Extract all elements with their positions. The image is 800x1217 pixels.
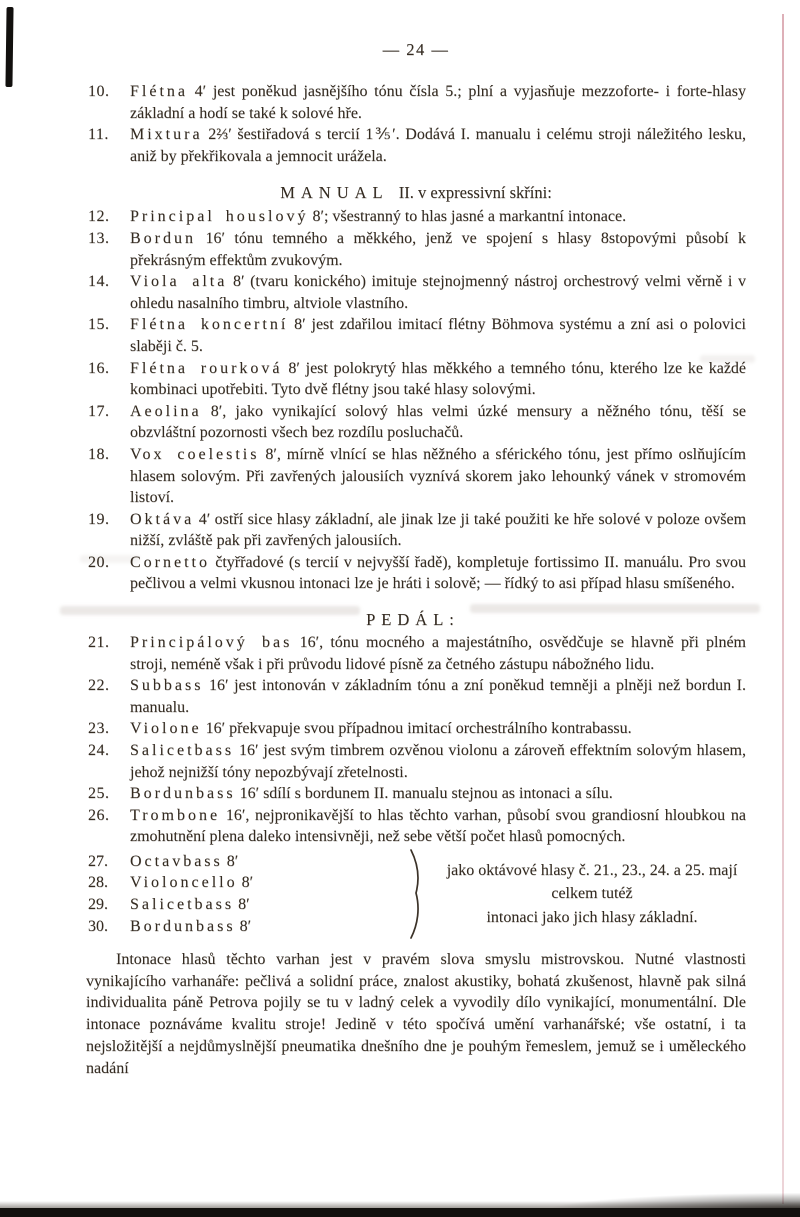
scan-edge-mark	[5, 7, 13, 87]
list-item-22	[86, 675, 746, 718]
item-number: 11.	[88, 126, 109, 144]
pedal-octave-group	[86, 848, 746, 940]
item-text: 8′ jest zdařilou imitací flétny Böhmova systému a zní asi o polovici slaběji č. 5.	[130, 316, 746, 355]
item-text: čtyřřadové (s tercií v nejvyšší řadě), kompletuje fortissimo II. manuálu. Pro svou pečlivou a velmi vkusnou intonaci lze je hráti i solově; — řídký to asi případ hlasu smíšeného.	[130, 553, 746, 593]
list-item-23	[86, 718, 746, 740]
stop-name: Principal houslový	[130, 208, 309, 226]
item-number: 16.	[88, 359, 110, 377]
heading-spaced: PEDÁL:	[366, 610, 460, 630]
item-number: 12.	[88, 208, 110, 226]
item-text: 4′ jest poněkud jasnějšího tónu čísla 5.; plní a vyjasňuje mezzoforte- i forte-hlasy základní a hodí se také k solové hře.	[130, 83, 747, 122]
stop-name: Aeolina	[130, 402, 202, 420]
item-number: 30.	[88, 917, 108, 935]
item-text: 16′ překvapuje svou případnou imitací orchestrálního kontrabassu.	[205, 720, 632, 738]
list-item-28	[86, 872, 408, 894]
stop-name: Mixtura	[130, 126, 203, 144]
item-number: 20.	[88, 553, 110, 571]
stop-name: Bordun	[130, 229, 196, 247]
stop-name: Oktáva	[130, 510, 195, 528]
list-item-29	[86, 894, 408, 916]
item-text: 8′, mírně vlnící se hlas něžného a sférického tónu, jest přímo oslňujícím hlasem solovým. Při zavřených jalousiích vyznívá skorem jako lehounký vánek v stromovém listoví.	[130, 445, 746, 507]
group-note-line1: jako oktávové hlasy č. 21., 23., 24. a 25. mají celkem tutéž	[446, 861, 738, 903]
list-item-17	[86, 401, 746, 444]
page-number: — 24 —	[382, 40, 450, 59]
list-item-20	[86, 552, 746, 595]
stop-name: Octavbass	[130, 852, 223, 870]
item-number: 26.	[88, 806, 110, 824]
stop-pitch: 8′	[239, 917, 252, 935]
list-item-18	[86, 444, 746, 509]
page-content	[86, 40, 746, 1079]
section-heading-manual2	[86, 183, 746, 203]
heading-rest: II. v expressivní skříni:	[398, 183, 552, 203]
list-item-30	[86, 916, 408, 938]
item-number: 15.	[88, 316, 110, 334]
stop-pitch: 8′	[241, 874, 254, 892]
group-note	[428, 859, 746, 930]
group-stop-list	[86, 851, 408, 938]
item-text: 16′, nejpronikavější to hlas těchto varhan, působí svou grandiosní hloubkou na zmohutnění plena daleko intensivněji, než sebe větší počet hlasů pomocných.	[130, 806, 747, 846]
item-number: 21.	[88, 634, 110, 652]
list-item-11	[86, 124, 746, 167]
stop-name: Principálový bas	[130, 634, 293, 652]
grouping-brace	[408, 848, 424, 940]
item-number: 19.	[88, 510, 110, 528]
item-text: 8′; všestranný to hlas jasné a markantní intonace.	[312, 208, 627, 226]
stop-name: Flétna	[130, 83, 188, 100]
item-number: 13.	[88, 229, 110, 247]
list-item-16	[86, 358, 746, 401]
item-number: 18.	[88, 445, 110, 463]
item-text: 8′ (tvaru konického) imituje stejnojmenný nástroj orchestrový velmi věrně i v ohledu nasalního timbru, altviole vlastního.	[130, 273, 746, 312]
list-item-25	[86, 783, 746, 805]
stop-name: Salicetbass	[130, 896, 235, 913]
group-note-line2: intonaci jako jich hlasy základní.	[486, 908, 698, 926]
closing-paragraph: Intonace hlasů těchto varhan jest v pravém slova smyslu mistrovskou. Nutné vlastnosti vynikajícího varhanáře: pečlivá a solidní práce, znalost akustiky, bohatá zkušenost, hlavně pak silná individualita páně Petrova pojily se tu v ladný celek a vyvodily dílo vynikající, monumentální. Dle intonace poznáváme kvalitu stroje! Jedině v této spočívá umění varhanářské; vše ostatní, i ta nejsložitější a nejdůmyslnější pneumatika dnešního dne je pouhým řemeslem, jemuž se i uměleckého nadání	[86, 951, 746, 1077]
list-item-10	[86, 81, 746, 124]
item-number: 25.	[88, 785, 110, 803]
stop-name: Flétna rourková	[130, 359, 283, 377]
item-number: 24.	[88, 742, 110, 760]
item-text: 16′ tónu temného a měkkého, jenž ve spojení s hlasy 8stopovými působí k překrásným effektům zvukovým.	[130, 229, 746, 269]
scan-bottom-edge	[0, 1208, 800, 1217]
item-number: 22.	[88, 677, 110, 695]
page-edge-line	[782, 14, 784, 1204]
item-text: 16′ jest svým timbrem ozvěnou violonu a zároveň effektním solovým hlasem, jehož nejnižší tóny nepozbývají zřetelnosti.	[130, 742, 746, 781]
stop-name: Trombone	[130, 806, 221, 824]
list-item-27	[86, 851, 408, 873]
item-number: 14.	[88, 273, 110, 291]
list-item-13	[86, 228, 746, 271]
stop-name: Viola alta	[130, 273, 228, 291]
list-item-24	[86, 740, 746, 783]
section-heading-pedal	[86, 610, 746, 630]
stop-pitch: 8′	[226, 852, 239, 870]
list-item-21	[86, 632, 746, 675]
item-text: 16′ sdílí s bordunem II. manualu stejnou as intonaci a sílu.	[239, 785, 613, 803]
stop-name: Bordunbass	[130, 785, 236, 803]
stop-name: Violone	[130, 720, 202, 738]
item-number: 28.	[88, 874, 108, 892]
item-text: 8′ jest polokrytý hlas měkkého a temného tónu, kterého lze ke každé kombinaci upotřebiti. Tyto dvě flétny jsou také hlasy solovými.	[130, 359, 747, 399]
list-item-12	[86, 206, 746, 228]
stop-name: Cornetto	[130, 553, 210, 571]
list-item-19	[86, 509, 746, 552]
item-number: 23.	[88, 720, 110, 738]
list-item-26	[86, 805, 746, 848]
item-text: 16′ jest intonován v základním tónu a zní poněkud temněji a plněji než bordun I. manualu.	[130, 677, 746, 716]
item-number: 27.	[88, 852, 108, 870]
list-item-15	[86, 314, 746, 357]
item-text: 4′ ostří sice hlasy základní, ale jinak lze ji také použiti ke hře solové v poloze ovšem nižší, zvláště pak při zavřených jalousiích.	[130, 510, 747, 550]
stop-name: Flétna koncertní	[130, 316, 289, 334]
item-number: 29.	[88, 896, 108, 913]
item-number: 17.	[88, 402, 110, 420]
stop-name: Vox coelestis	[130, 445, 260, 463]
item-text: 2⅔′ šestiřadová s tercií 1⅗′. Dodává I. manualu i celému stroji náležitého lesku, aniž by překřikovala a jemnocit urážela.	[130, 126, 747, 165]
item-number: 10.	[88, 83, 110, 100]
heading-spaced: MANUAL	[280, 183, 389, 203]
stop-name: Bordunbass	[130, 917, 236, 935]
list-item-14	[86, 271, 746, 314]
stop-pitch: 8′	[238, 896, 250, 913]
item-text: 8′, jako vynikající solový hlas velmi úzké mensury a něžného tónu, těší se obzvláštní pozornosti všech bez rozdílu posluchačů.	[130, 402, 747, 442]
stop-name: Subbass	[130, 677, 204, 695]
stop-name: Salicetbass	[130, 742, 235, 760]
stop-name: Violoncello	[130, 874, 238, 892]
item-text: 16′, tónu mocného a majestátního, osvědčuje se hlavně při plném stroji, neméně však i při průvodu lidové písně za četného zástupu nábožného lidu.	[130, 634, 747, 673]
